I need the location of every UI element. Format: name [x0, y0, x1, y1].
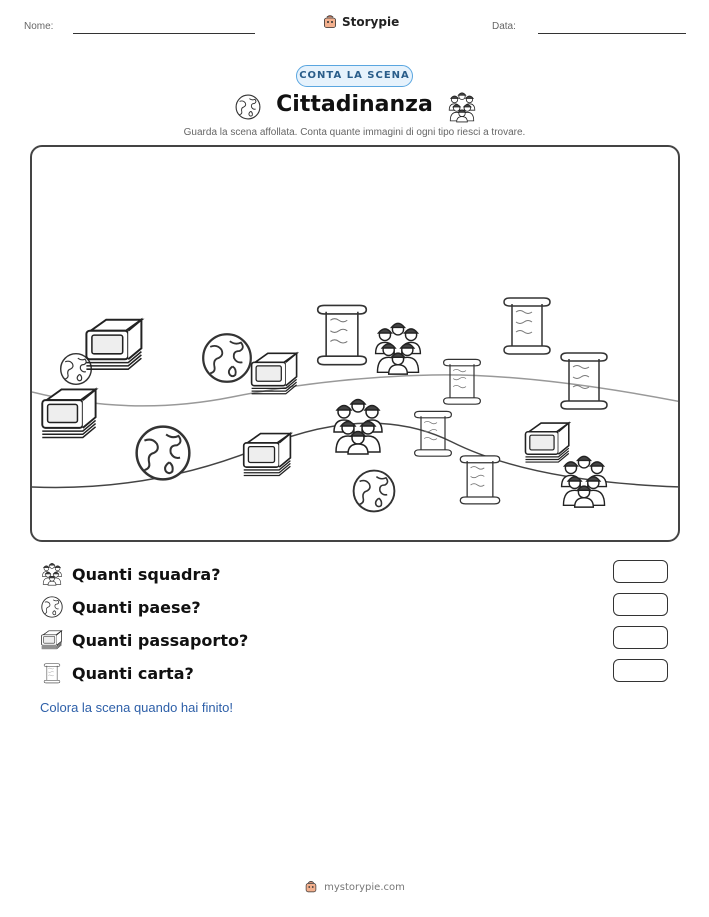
scene-scroll-6 [460, 456, 499, 504]
scene-team-3 [562, 456, 607, 507]
coloring-note: Colora la scena quando hai finito! [40, 700, 233, 715]
crowded-scene [32, 147, 680, 542]
passport-icon [40, 628, 64, 652]
question-paper [40, 661, 194, 685]
scroll-icon [40, 661, 64, 685]
answer-box-team[interactable] [613, 560, 668, 583]
scene-passport-2 [42, 389, 95, 437]
name-line[interactable] [73, 33, 255, 34]
scene-scroll-4 [444, 359, 481, 404]
question-label: Quanti paese? [72, 597, 201, 617]
scene-frame [30, 145, 680, 542]
question-label: Quanti passaporto? [72, 630, 249, 650]
globe-icon [40, 595, 64, 619]
question-label: Quanti carta? [72, 663, 194, 683]
scene-team-1 [376, 323, 421, 374]
question-label: Quanti squadra? [72, 564, 221, 584]
scene-passport-5 [525, 423, 568, 462]
question-team [40, 562, 220, 586]
question-passport [40, 628, 248, 652]
answer-box-country[interactable] [613, 593, 668, 616]
instructions: Guarda la scena affollata. Conta quante immagini di ogni tipo riesci a trovare. [183, 127, 526, 138]
scene-passport-3 [252, 353, 297, 394]
scene-scroll-2 [504, 298, 550, 354]
scene-globe-4 [354, 471, 395, 512]
page-title: Cittadinanza [276, 92, 433, 117]
scene-globe-2 [203, 334, 251, 382]
footer [0, 880, 709, 894]
scene-scroll-1 [318, 305, 367, 364]
activity-badge: CONTA LA SCENA [296, 65, 413, 87]
scene-team-2 [334, 400, 382, 455]
date-line[interactable] [538, 33, 686, 34]
scene-passport-1 [86, 320, 141, 370]
question-country [40, 595, 201, 619]
scene-scroll-3 [561, 353, 607, 409]
team-icon [40, 562, 64, 586]
logo-text: Storypie [342, 15, 400, 29]
date-label: Data: [492, 21, 516, 32]
scene-globe-3 [137, 427, 190, 480]
name-label: Nome: [24, 21, 54, 32]
scene-passport-4 [244, 434, 291, 476]
answer-box-passport[interactable] [613, 626, 668, 649]
storypie-logo-icon [322, 14, 338, 30]
team-icon [446, 91, 478, 123]
storypie-logo-icon [304, 880, 318, 894]
footer-url[interactable]: mystorypie.com [324, 881, 405, 893]
logo [322, 14, 399, 30]
answer-box-paper[interactable] [613, 659, 668, 682]
